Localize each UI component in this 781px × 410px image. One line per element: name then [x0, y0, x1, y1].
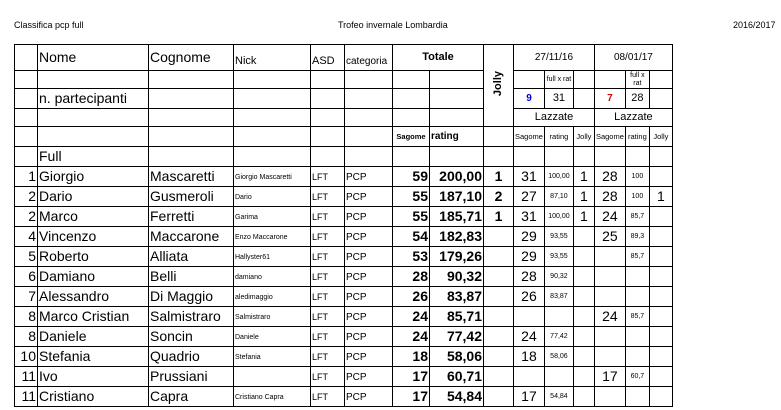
- cell-rating-total: 77,42: [430, 327, 484, 347]
- cell-jolly: [484, 367, 514, 387]
- col-categoria: categoria: [345, 45, 393, 71]
- cell-cognome: Quadrio: [149, 347, 234, 367]
- cell-event2-sagome: [594, 327, 625, 347]
- cell-sagome-total: 59: [393, 167, 430, 187]
- cell-nome: Vincenzo: [38, 227, 149, 247]
- event1-col-jolly: Jolly: [573, 127, 594, 147]
- event1-count-highlight: 9: [514, 89, 545, 109]
- cell-nick: Daniele: [234, 327, 311, 347]
- table-row: [15, 267, 673, 287]
- event1-note: full x rat: [544, 71, 573, 89]
- cell-position: 6: [15, 267, 38, 287]
- cell-nome: Roberto: [38, 247, 149, 267]
- cell-cognome: Prussiani: [149, 367, 234, 387]
- cell-categoria: PCP: [345, 227, 393, 247]
- col-nick: Nick: [234, 45, 311, 71]
- cell-event1-jolly: [573, 387, 594, 407]
- cell-asd: LFT: [311, 167, 345, 187]
- cell-nome: Marco: [38, 207, 149, 227]
- cell-event2-sagome: 28: [594, 187, 625, 207]
- cell-position: 11: [15, 367, 38, 387]
- cell-cognome: Di Maggio: [149, 287, 234, 307]
- cell-position: 1: [15, 167, 38, 187]
- col-totale: Totale: [393, 45, 484, 71]
- cell-jolly: 1: [484, 207, 514, 227]
- cell-sagome-total: 53: [393, 247, 430, 267]
- cell-position: 2: [15, 187, 38, 207]
- cell-categoria: PCP: [345, 347, 393, 367]
- cell-nick: Enzo Maccarone: [234, 227, 311, 247]
- cell-nick: aledimaggio: [234, 287, 311, 307]
- cell-jolly: [484, 287, 514, 307]
- cell-jolly: [484, 307, 514, 327]
- cell-event2-sagome: [594, 287, 625, 307]
- cell-position: 8: [15, 327, 38, 347]
- cell-jolly: [484, 227, 514, 247]
- cell-event2-jolly: [649, 307, 672, 327]
- cell-event1-rating: 93,55: [544, 247, 573, 267]
- cell-rating-total: 90,32: [430, 267, 484, 287]
- cell-nick: Salmistraro: [234, 307, 311, 327]
- cell-rating-total: 200,00: [430, 167, 484, 187]
- cell-cognome: Mascaretti: [149, 167, 234, 187]
- cell-event2-sagome: [594, 267, 625, 287]
- cell-cognome: Belli: [149, 267, 234, 287]
- cell-event2-rating: [625, 347, 649, 367]
- event1-place: Lazzate: [514, 109, 595, 127]
- cell-event1-sagome: 31: [514, 167, 545, 187]
- cell-nome: Alessandro: [38, 287, 149, 307]
- cell-rating-total: 60,71: [430, 367, 484, 387]
- cell-event1-rating: 93,55: [544, 227, 573, 247]
- cell-nome: Cristiano: [38, 387, 149, 407]
- cell-event1-sagome: 24: [514, 327, 545, 347]
- cell-nome: Damiano: [38, 267, 149, 287]
- cell-sagome-total: 18: [393, 347, 430, 367]
- col-asd: ASD: [311, 45, 345, 71]
- event2-count: 28: [625, 89, 649, 109]
- cell-event2-rating: 85,7: [625, 307, 649, 327]
- cell-nick: Cristiano Capra: [234, 387, 311, 407]
- cell-position: 2: [15, 207, 38, 227]
- cell-nick: Garima: [234, 207, 311, 227]
- cell-sagome-total: 17: [393, 387, 430, 407]
- cell-event2-jolly: [649, 247, 672, 267]
- sheet-title: Classifica pcp full: [14, 20, 84, 30]
- cell-event2-sagome: 24: [594, 307, 625, 327]
- cell-event2-rating: 85,7: [625, 247, 649, 267]
- table-row: [15, 287, 673, 307]
- cell-event2-jolly: [649, 387, 672, 407]
- cell-event1-rating: [544, 367, 573, 387]
- participants-label: n. partecipanti: [38, 89, 149, 109]
- cell-categoria: PCP: [345, 247, 393, 267]
- table-row: [15, 247, 673, 267]
- cell-event1-rating: 58,06: [544, 347, 573, 367]
- cell-categoria: PCP: [345, 187, 393, 207]
- cell-nick: Hallyster61: [234, 247, 311, 267]
- cell-event1-jolly: [573, 327, 594, 347]
- cell-event1-rating: [544, 307, 573, 327]
- cell-event1-sagome: 18: [514, 347, 545, 367]
- cell-event2-rating: [625, 267, 649, 287]
- cell-asd: LFT: [311, 267, 345, 287]
- cell-nick: Giorgio Mascaretti: [234, 167, 311, 187]
- cell-asd: LFT: [311, 307, 345, 327]
- cell-nome: Dario: [38, 187, 149, 207]
- cell-sagome-total: 24: [393, 327, 430, 347]
- cell-rating-total: 85,71: [430, 307, 484, 327]
- cell-jolly: 2: [484, 187, 514, 207]
- cell-cognome: Maccarone: [149, 227, 234, 247]
- cell-event1-jolly: 1: [573, 207, 594, 227]
- cell-event2-rating: 100: [625, 167, 649, 187]
- cell-event2-jolly: [649, 167, 672, 187]
- cell-jolly: 1: [484, 167, 514, 187]
- cell-asd: LFT: [311, 347, 345, 367]
- cell-event2-jolly: 1: [649, 187, 672, 207]
- cell-event2-rating: 100: [625, 187, 649, 207]
- col-rating: rating: [430, 127, 484, 147]
- event2-note: full x rat: [625, 71, 649, 89]
- cell-event2-sagome: 28: [594, 167, 625, 187]
- group-label: Full: [38, 147, 149, 167]
- cell-event1-jolly: [573, 307, 594, 327]
- cell-event1-sagome: 26: [514, 287, 545, 307]
- cell-event1-sagome: 29: [514, 227, 545, 247]
- cell-sagome-total: 28: [393, 267, 430, 287]
- cell-jolly: [484, 347, 514, 367]
- cell-event1-jolly: [573, 267, 594, 287]
- cell-cognome: Soncin: [149, 327, 234, 347]
- cell-nick: Stefania: [234, 347, 311, 367]
- cell-event2-sagome: 24: [594, 207, 625, 227]
- cell-event2-sagome: [594, 347, 625, 367]
- cell-categoria: PCP: [345, 367, 393, 387]
- table-row: [15, 387, 673, 407]
- cell-asd: LFT: [311, 187, 345, 207]
- cell-event1-sagome: 31: [514, 207, 545, 227]
- cell-event1-rating: 77,42: [544, 327, 573, 347]
- cell-event1-jolly: [573, 287, 594, 307]
- table-row: [15, 327, 673, 347]
- cell-event2-jolly: [649, 287, 672, 307]
- table-row: [15, 227, 673, 247]
- event1-col-rating: rating: [544, 127, 573, 147]
- cell-event1-rating: 100,00: [544, 207, 573, 227]
- season-label: 2016/2017: [733, 20, 776, 30]
- cell-sagome-total: 26: [393, 287, 430, 307]
- table-row: [15, 347, 673, 367]
- cell-sagome-total: 24: [393, 307, 430, 327]
- table-row: [15, 307, 673, 327]
- cell-event2-jolly: [649, 267, 672, 287]
- cell-jolly: [484, 327, 514, 347]
- event1-count: 31: [544, 89, 573, 109]
- cell-sagome-total: 17: [393, 367, 430, 387]
- col-nome: Nome: [38, 45, 149, 71]
- cell-cognome: Salmistraro: [149, 307, 234, 327]
- cell-categoria: PCP: [345, 287, 393, 307]
- cell-cognome: Alliata: [149, 247, 234, 267]
- cell-event2-jolly: [649, 347, 672, 367]
- cell-event1-jolly: 1: [573, 187, 594, 207]
- cell-rating-total: 54,84: [430, 387, 484, 407]
- cell-categoria: PCP: [345, 387, 393, 407]
- col-sagome: Sagome: [393, 127, 430, 147]
- cell-event1-sagome: 27: [514, 187, 545, 207]
- cell-categoria: PCP: [345, 207, 393, 227]
- cell-event2-rating: [625, 387, 649, 407]
- cell-rating-total: 179,26: [430, 247, 484, 267]
- cell-asd: LFT: [311, 287, 345, 307]
- cell-position: 8: [15, 307, 38, 327]
- cell-event1-jolly: 1: [573, 167, 594, 187]
- cell-rating-total: 58,06: [430, 347, 484, 367]
- cell-cognome: Gusmeroli: [149, 187, 234, 207]
- cell-event1-sagome: 29: [514, 247, 545, 267]
- cell-asd: LFT: [311, 327, 345, 347]
- cell-event1-jolly: [573, 367, 594, 387]
- cell-position: 7: [15, 287, 38, 307]
- cell-rating-total: 185,71: [430, 207, 484, 227]
- cell-nome: Marco Cristian: [38, 307, 149, 327]
- cell-event2-jolly: [649, 327, 672, 347]
- cell-event2-rating: [625, 327, 649, 347]
- cell-event1-rating: 83,87: [544, 287, 573, 307]
- event2-place: Lazzate: [594, 109, 672, 127]
- cell-nome: Stefania: [38, 347, 149, 367]
- table-row: [15, 367, 673, 387]
- cell-event2-sagome: [594, 387, 625, 407]
- cell-asd: LFT: [311, 367, 345, 387]
- cell-categoria: PCP: [345, 167, 393, 187]
- cell-position: 11: [15, 387, 38, 407]
- cell-nick: Dario: [234, 187, 311, 207]
- cell-event1-jolly: [573, 247, 594, 267]
- cell-sagome-total: 54: [393, 227, 430, 247]
- event2-date: 08/01/17: [594, 45, 672, 71]
- cell-event1-sagome: [514, 367, 545, 387]
- table-row: [15, 207, 673, 227]
- cell-cognome: Ferretti: [149, 207, 234, 227]
- cell-categoria: PCP: [345, 307, 393, 327]
- cell-cognome: Capra: [149, 387, 234, 407]
- cell-nome: Giorgio: [38, 167, 149, 187]
- tournament-title: Trofeo invernale Lombardia: [338, 20, 448, 30]
- cell-sagome-total: 55: [393, 187, 430, 207]
- table-row: [15, 187, 673, 207]
- table-row: [15, 167, 673, 187]
- cell-event1-rating: 90,32: [544, 267, 573, 287]
- cell-nick: [234, 367, 311, 387]
- cell-event2-rating: 85,7: [625, 207, 649, 227]
- cell-nome: Daniele: [38, 327, 149, 347]
- cell-event2-rating: 89,3: [625, 227, 649, 247]
- cell-event2-jolly: [649, 367, 672, 387]
- cell-asd: LFT: [311, 207, 345, 227]
- cell-rating-total: 187,10: [430, 187, 484, 207]
- cell-categoria: PCP: [345, 327, 393, 347]
- cell-event1-rating: 87,10: [544, 187, 573, 207]
- event2-col-jolly: Jolly: [649, 127, 672, 147]
- cell-jolly: [484, 247, 514, 267]
- cell-nick: damiano: [234, 267, 311, 287]
- cell-rating-total: 182,83: [430, 227, 484, 247]
- cell-jolly: [484, 267, 514, 287]
- event1-col-sagome: Sagome: [514, 127, 545, 147]
- col-jolly: Jolly: [492, 70, 504, 97]
- cell-event2-sagome: 25: [594, 227, 625, 247]
- cell-event1-sagome: 28: [514, 267, 545, 287]
- cell-event1-sagome: 17: [514, 387, 545, 407]
- cell-asd: LFT: [311, 247, 345, 267]
- cell-event1-sagome: [514, 307, 545, 327]
- event2-col-rating: rating: [625, 127, 649, 147]
- cell-event2-jolly: [649, 207, 672, 227]
- event2-count-highlight: 7: [594, 89, 625, 109]
- cell-event1-jolly: [573, 227, 594, 247]
- cell-event2-jolly: [649, 227, 672, 247]
- cell-event2-sagome: 17: [594, 367, 625, 387]
- cell-nome: Ivo: [38, 367, 149, 387]
- cell-jolly: [484, 387, 514, 407]
- event1-date: 27/11/16: [514, 45, 595, 71]
- col-cognome: Cognome: [149, 45, 234, 71]
- cell-asd: LFT: [311, 227, 345, 247]
- cell-event1-rating: 100,00: [544, 167, 573, 187]
- cell-position: 5: [15, 247, 38, 267]
- cell-event1-jolly: [573, 347, 594, 367]
- cell-event2-rating: [625, 287, 649, 307]
- ranking-table: [14, 44, 673, 407]
- cell-rating-total: 83,87: [430, 287, 484, 307]
- cell-categoria: PCP: [345, 267, 393, 287]
- cell-asd: LFT: [311, 387, 345, 407]
- cell-position: 4: [15, 227, 38, 247]
- cell-event2-rating: 60,7: [625, 367, 649, 387]
- event2-col-sagome: Sagome: [594, 127, 625, 147]
- cell-position: 10: [15, 347, 38, 367]
- cell-event2-sagome: [594, 247, 625, 267]
- cell-sagome-total: 55: [393, 207, 430, 227]
- cell-event1-rating: 54,84: [544, 387, 573, 407]
